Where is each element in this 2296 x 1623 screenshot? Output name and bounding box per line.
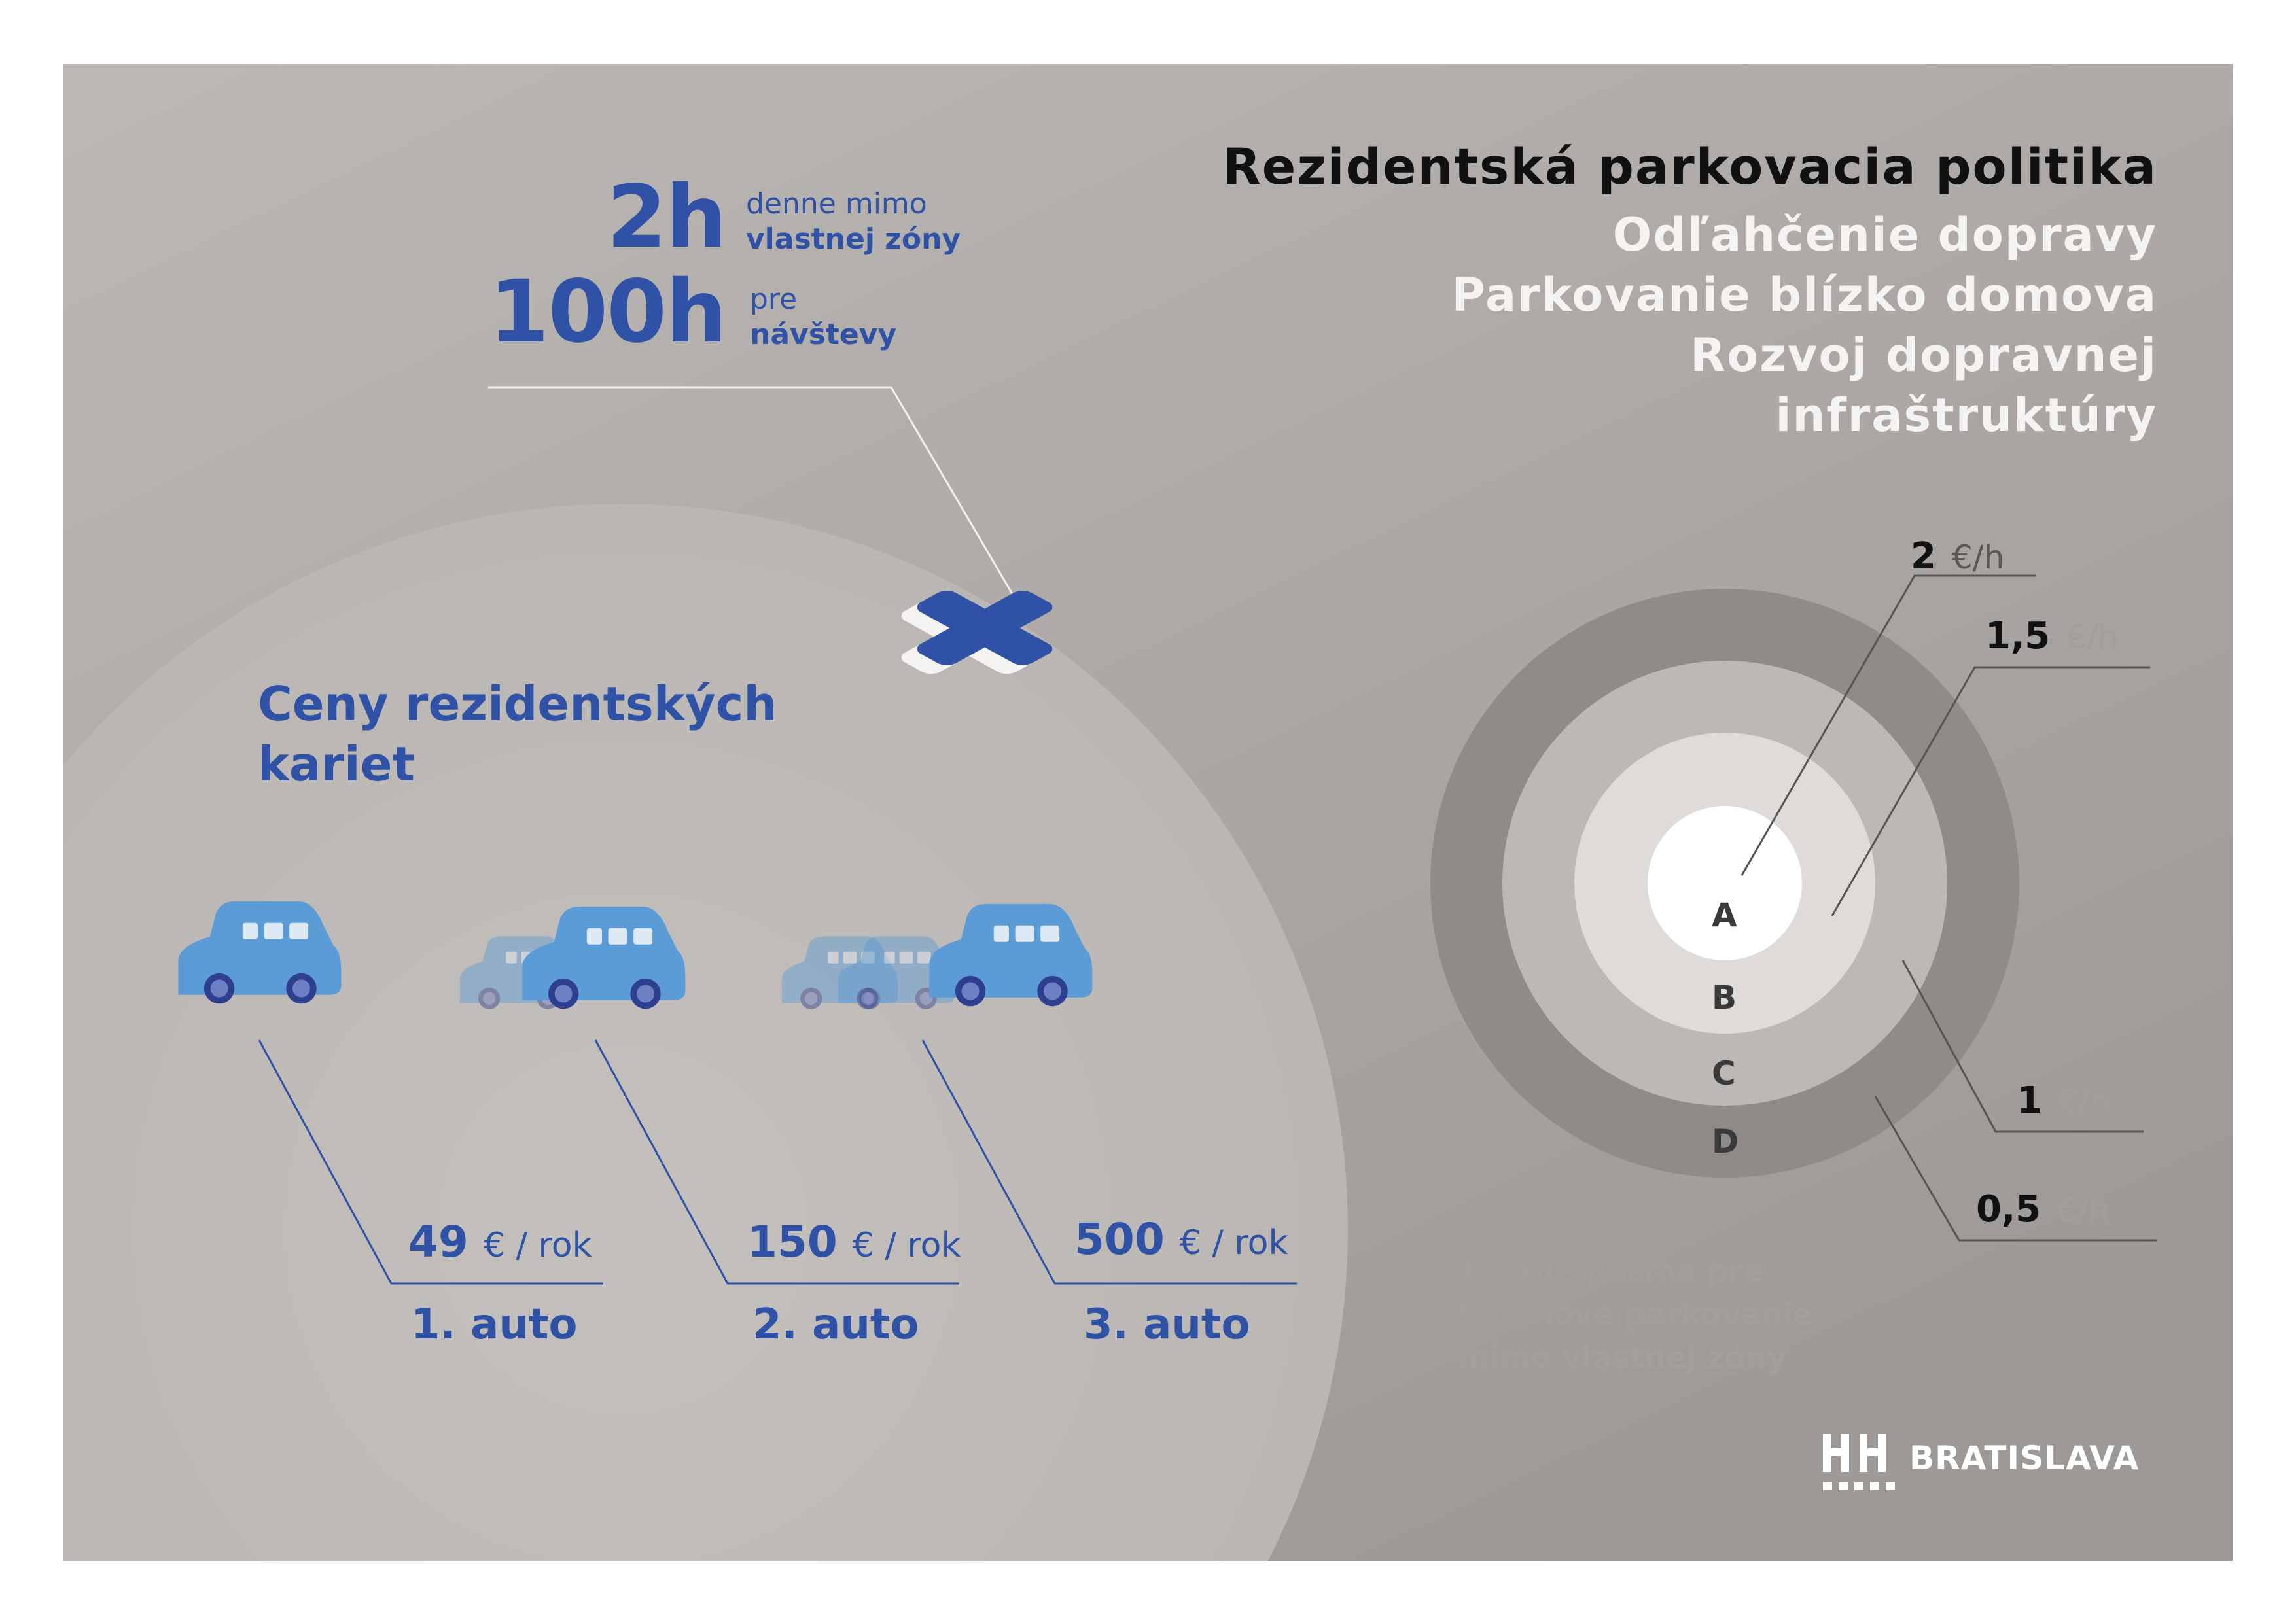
daily-hours-line1: denne mimo [746, 187, 927, 220]
visit-hours-line1: pre [750, 283, 798, 316]
price-value: 49 [408, 1217, 468, 1267]
rate-value: 1,5 [1985, 615, 2051, 657]
rate-unit: €/h [2066, 618, 2119, 656]
price-2 [747, 1217, 961, 1267]
goal-line-1: Odľahčenie dopravy [1612, 208, 2157, 262]
zone-label-b: B [1712, 979, 1737, 1017]
rate-unit: €/h [2057, 1083, 2111, 1121]
goal-line-4: infraštruktúry [1775, 389, 2157, 442]
price-1 [408, 1217, 592, 1267]
zone-rate-b [1985, 615, 2119, 657]
rate-unit: €/h [2057, 1191, 2110, 1229]
price-value: 150 [747, 1217, 838, 1267]
price-unit: € / rok [483, 1226, 592, 1265]
price-value: 500 [1074, 1214, 1165, 1265]
visit-hours-line2: návštevy [750, 318, 897, 351]
visit-hours-value: 100h [489, 262, 726, 362]
zone-label-c: C [1712, 1055, 1736, 1092]
rate-value: 0,5 [1976, 1188, 2041, 1230]
car-label-2: 2. auto [752, 1300, 919, 1349]
zone-rate-d [1976, 1188, 2110, 1230]
daily-hours-value: 2h [607, 167, 726, 268]
zone-label-a: A [1712, 896, 1737, 934]
car-label-3: 3. auto [1084, 1300, 1250, 1349]
car-label-1: 1. auto [411, 1300, 578, 1349]
zone-a-core [1648, 806, 1802, 960]
goal-line-2: Parkovanie blízko domova [1451, 268, 2157, 322]
price-3 [1074, 1214, 1288, 1265]
price-unit: € / rok [1179, 1223, 1288, 1263]
rate-unit: €/h [1951, 538, 2005, 576]
zone-label-d: D [1712, 1123, 1739, 1161]
brand-name: BRATISLAVA [1909, 1439, 2140, 1477]
zone-rate-a [1911, 535, 2004, 578]
rate-value: 2 [1911, 535, 1936, 578]
zone-rate-c [2017, 1079, 2110, 1122]
page-title: Rezidentská parkovacia politika [1222, 137, 2157, 196]
price-unit: € / rok [852, 1226, 961, 1265]
tariff-zones-caption: Tarifné pásma pre hodinové parkovanie mimo vlastnej zóny [1458, 1253, 1813, 1375]
card-prices-title: Ceny rezidentských kariet [258, 676, 777, 792]
goal-line-3: Rozvoj dopravnej [1690, 328, 2157, 382]
daily-hours-line2: vlastnej zóny [746, 222, 961, 256]
rate-value: 1 [2017, 1079, 2042, 1122]
